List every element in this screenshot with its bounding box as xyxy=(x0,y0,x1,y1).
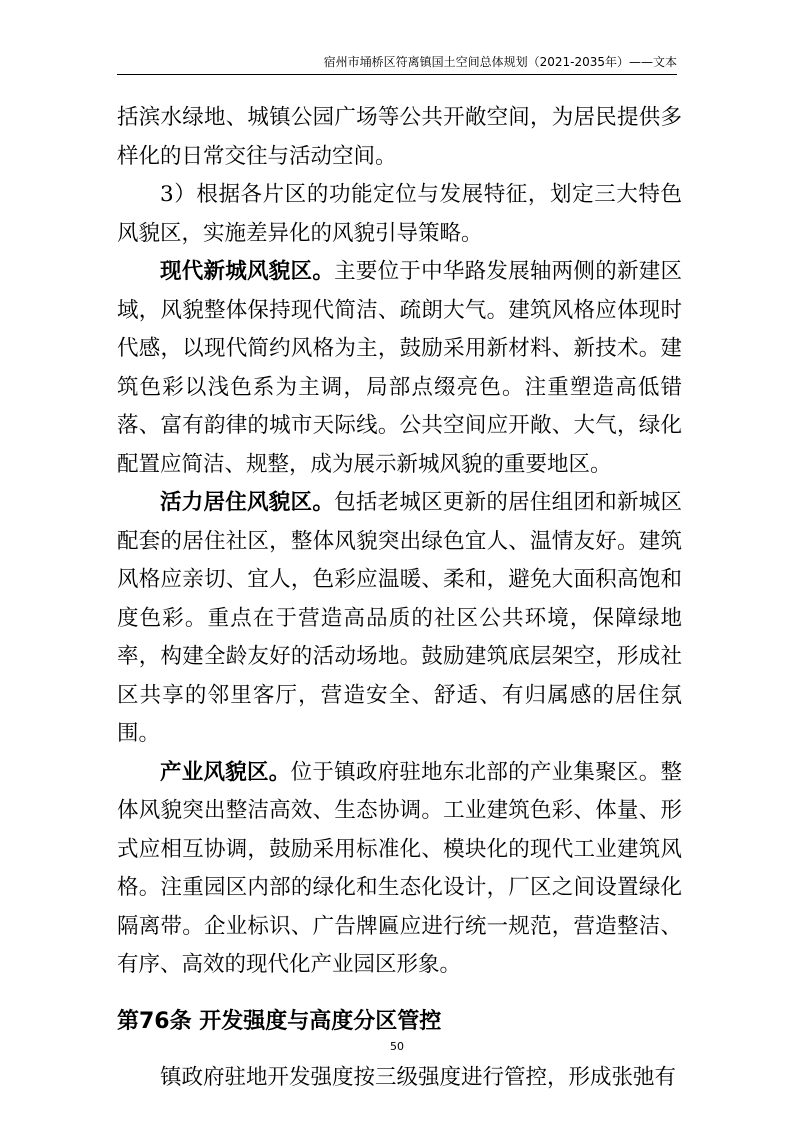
zone-title-modern-city: 现代新城风貌区。 xyxy=(160,259,335,284)
zone-body-living: 包括老城区更新的居住组团和新城区配套的居住社区，整体风貌突出绿色宜人、温情友好。建筑风格应亲切、宜人，色彩应温暖、柔和，避免大面积高饱和度色彩。重点在于营造高品质的社区公共环境，保障绿地率，构建全龄友好的活动场地。鼓励建筑底层架空，形成社区共享的邻里客厅，营造安全、舒适、有归属感的居住氛围。 xyxy=(117,490,682,746)
section-heading: 第76条 开发强度与高度分区管控 xyxy=(117,1008,442,1034)
page-header xyxy=(117,54,677,75)
paragraph-1: 括滨水绿地、城镇公园广场等公共开敞空间，为居民提供多样化的日常交往与活动空间。 xyxy=(117,105,682,169)
zone-body-industry: 位于镇政府驻地东北部的产业集聚区。整体风貌突出整洁高效、生态协调。工业建筑色彩、体量、形式应相互协调，鼓励采用标准化、模块化的现代工业建筑风格。注重园区内部的绿化和生态化设计，厂区之间设置绿化隔离带。企业标识、广告牌匾应进行统一规范，营造整洁、有序、高效的现代化产业园区形象。 xyxy=(117,759,682,977)
zone-title-industry: 产业风貌区。 xyxy=(160,759,291,785)
paragraph-6: 镇政府驻地开发强度按三级强度进行管控，形成张弛有 xyxy=(160,1064,677,1090)
page-number: 50 xyxy=(390,1040,404,1053)
paragraph-5 xyxy=(117,754,682,985)
paragraph-4 xyxy=(117,484,682,754)
paragraph-2: 3）根据各片区的功能定位与发展特征，划定三大特色风貌区，实施差异化的风貌引导策略。 xyxy=(117,182,682,246)
paragraph-3 xyxy=(117,253,682,484)
zone-body-modern-city: 主要位于中华路发展轴两侧的新建区域，风貌整体保持现代简洁、疏朗大气。建筑风格应体现时代感，以现代简约风格为主，鼓励采用新材料、新技术。建筑色彩以浅色系为主调，局部点缀亮色。注重塑造高低错落、富有韵律的城市天际线。公共空间应开敞、大气，绿化配置应简洁、规整，成为展示新城风貌的重要地区。 xyxy=(117,259,682,477)
header-title: 宿州市埇桥区符离镇国土空间总体规划（2021-2035年）——文本 xyxy=(323,55,677,69)
zone-title-living: 活力居住风貌区。 xyxy=(160,490,335,515)
document-body xyxy=(117,99,682,1097)
page-footer xyxy=(0,1040,794,1053)
